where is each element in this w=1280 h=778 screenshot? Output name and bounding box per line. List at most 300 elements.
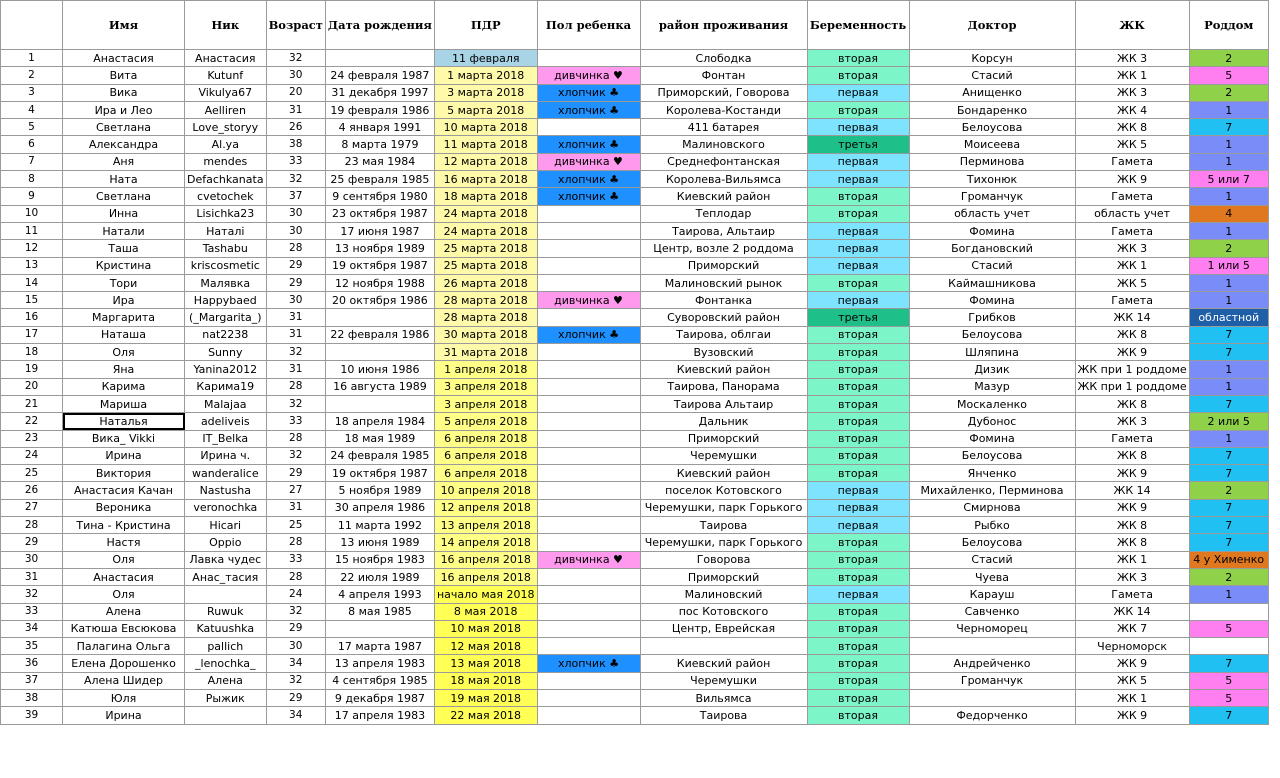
cell-clinic[interactable]: ЖК 7 [1075,620,1189,637]
cell-due-date[interactable]: 30 марта 2018 [434,326,537,343]
cell-nick[interactable]: Hicari [185,517,267,534]
cell-name[interactable]: Алена [63,603,185,620]
cell-doctor[interactable]: Бондаренко [909,101,1075,118]
cell-doctor[interactable]: Белоусова [909,447,1075,464]
cell-district[interactable]: Киевский район [640,188,807,205]
cell-name[interactable]: Яна [63,361,185,378]
cell-clinic[interactable]: ЖК 8 [1075,119,1189,136]
cell-district[interactable]: Приморский [640,430,807,447]
cell-name[interactable]: Тори [63,274,185,291]
cell-birth-date[interactable]: 17 апреля 1983 [325,707,434,724]
cell-birth-date[interactable] [325,620,434,637]
cell-baby-sex[interactable]: дивчинка ♥ [537,292,640,309]
cell-age[interactable]: 30 [266,292,325,309]
cell-due-date[interactable]: 25 марта 2018 [434,240,537,257]
cell-age[interactable]: 29 [266,620,325,637]
cell-name[interactable]: Анастасия [63,50,185,67]
cell-clinic[interactable]: ЖК 9 [1075,707,1189,724]
cell-nick[interactable]: nat2238 [185,326,267,343]
cell-district[interactable]: Центр, Еврейская [640,620,807,637]
cell-district[interactable]: Таирова [640,707,807,724]
cell-nick[interactable]: Ruwuk [185,603,267,620]
cell-maternity-hospital[interactable]: 1 [1189,136,1268,153]
cell-nick[interactable]: Happybaed [185,292,267,309]
cell-age[interactable]: 31 [266,326,325,343]
cell-due-date[interactable]: начало мая 2018 [434,586,537,603]
cell-district[interactable]: Малиновский [640,586,807,603]
cell-index[interactable]: 24 [1,447,63,464]
cell-birth-date[interactable]: 16 августа 1989 [325,378,434,395]
cell-name[interactable]: Вероника [63,499,185,516]
cell-due-date[interactable]: 12 апреля 2018 [434,499,537,516]
cell-maternity-hospital[interactable]: 2 [1189,240,1268,257]
cell-age[interactable]: 28 [266,240,325,257]
cell-age[interactable]: 32 [266,603,325,620]
cell-nick[interactable]: Наталі [185,222,267,239]
cell-baby-sex[interactable]: хлопчик ♣ [537,84,640,101]
cell-pregnancy[interactable]: вторая [807,101,909,118]
cell-name[interactable]: Ирина [63,447,185,464]
cell-name[interactable]: Ира [63,292,185,309]
cell-due-date[interactable]: 11 февраля [434,50,537,67]
cell-district[interactable]: Фонтан [640,67,807,84]
cell-nick[interactable]: Алена [185,672,267,689]
cell-pregnancy[interactable]: первая [807,482,909,499]
cell-birth-date[interactable]: 19 октября 1987 [325,465,434,482]
cell-clinic[interactable]: Гамета [1075,430,1189,447]
cell-doctor[interactable]: Громанчук [909,672,1075,689]
cell-district[interactable]: Приморский, Говорова [640,84,807,101]
cell-age[interactable]: 32 [266,171,325,188]
cell-due-date[interactable]: 6 апреля 2018 [434,447,537,464]
cell-baby-sex[interactable] [537,447,640,464]
cell-index[interactable]: 29 [1,534,63,551]
cell-doctor[interactable]: Каймашникова [909,274,1075,291]
cell-nick[interactable]: Рыжик [185,689,267,706]
cell-nick[interactable]: Карима19 [185,378,267,395]
cell-nick[interactable]: mendes [185,153,267,170]
cell-age[interactable]: 31 [266,101,325,118]
cell-clinic[interactable]: ЖК 8 [1075,517,1189,534]
cell-pregnancy[interactable]: вторая [807,534,909,551]
cell-age[interactable]: 20 [266,84,325,101]
cell-due-date[interactable]: 24 марта 2018 [434,205,537,222]
cell-name[interactable]: Инна [63,205,185,222]
cell-name[interactable]: Анастасия Качан [63,482,185,499]
cell-index[interactable]: 4 [1,101,63,118]
cell-pregnancy[interactable]: третья [807,309,909,326]
header-cell-district[interactable]: район проживания [640,1,807,50]
cell-name[interactable]: Маргарита [63,309,185,326]
cell-pregnancy[interactable]: вторая [807,568,909,585]
cell-birth-date[interactable]: 9 сентября 1980 [325,188,434,205]
cell-due-date[interactable]: 11 марта 2018 [434,136,537,153]
cell-index[interactable]: 26 [1,482,63,499]
cell-clinic[interactable]: ЖК 1 [1075,551,1189,568]
cell-district[interactable]: Киевский район [640,655,807,672]
cell-name[interactable]: Палагина Ольга [63,638,185,655]
cell-baby-sex[interactable] [537,586,640,603]
cell-nick[interactable]: Vikulya67 [185,84,267,101]
cell-name[interactable]: Наталья [63,413,185,430]
cell-name[interactable]: Александра [63,136,185,153]
cell-doctor[interactable]: Чуева [909,568,1075,585]
cell-clinic[interactable]: область учет [1075,205,1189,222]
cell-clinic[interactable]: ЖК 14 [1075,309,1189,326]
cell-baby-sex[interactable] [537,413,640,430]
cell-name[interactable]: Натали [63,222,185,239]
cell-birth-date[interactable]: 17 марта 1987 [325,638,434,655]
cell-baby-sex[interactable] [537,638,640,655]
cell-birth-date[interactable] [325,395,434,412]
cell-nick[interactable]: Sunny [185,344,267,361]
cell-baby-sex[interactable]: дивчинка ♥ [537,153,640,170]
cell-nick[interactable]: Yanina2012 [185,361,267,378]
cell-clinic[interactable]: ЖК 1 [1075,689,1189,706]
cell-district[interactable]: Королева-Вильямса [640,171,807,188]
cell-maternity-hospital[interactable]: 2 или 5 [1189,413,1268,430]
cell-nick[interactable]: Lisichka23 [185,205,267,222]
cell-maternity-hospital[interactable]: 2 [1189,84,1268,101]
cell-birth-date[interactable]: 9 декабря 1987 [325,689,434,706]
cell-name[interactable]: Оля [63,344,185,361]
cell-doctor[interactable]: Перминова [909,153,1075,170]
cell-name[interactable]: Елена Дорошенко [63,655,185,672]
cell-clinic[interactable]: ЖК 1 [1075,257,1189,274]
cell-doctor[interactable] [909,689,1075,706]
cell-due-date[interactable]: 10 марта 2018 [434,119,537,136]
cell-birth-date[interactable]: 31 декабря 1997 [325,84,434,101]
cell-clinic[interactable]: ЖК 1 [1075,67,1189,84]
cell-index[interactable]: 18 [1,344,63,361]
cell-birth-date[interactable]: 24 февраля 1987 [325,67,434,84]
cell-age[interactable]: 32 [266,672,325,689]
cell-nick[interactable]: adeliveis [185,413,267,430]
cell-doctor[interactable]: Федорченко [909,707,1075,724]
cell-clinic[interactable]: ЖК 5 [1075,136,1189,153]
cell-district[interactable]: Дальник [640,413,807,430]
cell-birth-date[interactable]: 13 апреля 1983 [325,655,434,672]
cell-clinic[interactable]: ЖК 9 [1075,465,1189,482]
cell-nick[interactable] [185,707,267,724]
cell-birth-date[interactable]: 4 сентября 1985 [325,672,434,689]
cell-index[interactable]: 33 [1,603,63,620]
cell-district[interactable]: Таирова [640,517,807,534]
cell-name[interactable]: Настя [63,534,185,551]
cell-nick[interactable]: Aelliren [185,101,267,118]
cell-maternity-hospital[interactable]: 7 [1189,517,1268,534]
cell-age[interactable]: 25 [266,517,325,534]
cell-doctor[interactable]: Тихонюк [909,171,1075,188]
cell-clinic[interactable]: ЖК 9 [1075,655,1189,672]
cell-index[interactable]: 31 [1,568,63,585]
cell-age[interactable]: 30 [266,205,325,222]
cell-maternity-hospital[interactable]: 2 [1189,482,1268,499]
cell-clinic[interactable]: Гамета [1075,188,1189,205]
cell-age[interactable]: 33 [266,551,325,568]
cell-name[interactable]: Ира и Лео [63,101,185,118]
header-cell-name[interactable]: Имя [63,1,185,50]
cell-due-date[interactable]: 13 апреля 2018 [434,517,537,534]
cell-district[interactable]: Таирова Альтаир [640,395,807,412]
cell-index[interactable]: 21 [1,395,63,412]
cell-maternity-hospital[interactable]: 2 [1189,568,1268,585]
cell-nick[interactable] [185,586,267,603]
cell-due-date[interactable]: 5 апреля 2018 [434,413,537,430]
cell-name[interactable]: Вика_ Vikki [63,430,185,447]
cell-due-date[interactable]: 1 апреля 2018 [434,361,537,378]
cell-due-date[interactable]: 3 марта 2018 [434,84,537,101]
cell-name[interactable]: Карима [63,378,185,395]
cell-pregnancy[interactable]: третья [807,136,909,153]
cell-age[interactable]: 28 [266,378,325,395]
cell-index[interactable]: 39 [1,707,63,724]
cell-due-date[interactable]: 3 апреля 2018 [434,378,537,395]
cell-age[interactable]: 32 [266,50,325,67]
cell-clinic[interactable]: Гамета [1075,586,1189,603]
cell-pregnancy[interactable]: первая [807,292,909,309]
cell-maternity-hospital[interactable]: 7 [1189,534,1268,551]
cell-clinic[interactable]: ЖК 5 [1075,672,1189,689]
cell-district[interactable]: Вильямса [640,689,807,706]
cell-name[interactable]: Анастасия [63,568,185,585]
cell-age[interactable]: 38 [266,136,325,153]
cell-doctor[interactable]: Фомина [909,292,1075,309]
cell-clinic[interactable]: ЖК 3 [1075,413,1189,430]
cell-age[interactable]: 33 [266,153,325,170]
cell-maternity-hospital[interactable]: 1 [1189,378,1268,395]
cell-birth-date[interactable]: 22 июля 1989 [325,568,434,585]
cell-maternity-hospital[interactable]: 1 [1189,101,1268,118]
cell-pregnancy[interactable]: вторая [807,447,909,464]
cell-doctor[interactable]: Стасий [909,67,1075,84]
cell-district[interactable]: Черемушки, парк Горького [640,534,807,551]
cell-baby-sex[interactable]: хлопчик ♣ [537,655,640,672]
cell-maternity-hospital[interactable]: 2 [1189,50,1268,67]
cell-age[interactable]: 29 [266,689,325,706]
cell-maternity-hospital[interactable]: 1 [1189,188,1268,205]
cell-doctor[interactable] [909,638,1075,655]
cell-district[interactable]: Таирова, облгаи [640,326,807,343]
cell-due-date[interactable]: 26 марта 2018 [434,274,537,291]
cell-nick[interactable]: veronochka [185,499,267,516]
cell-index[interactable]: 12 [1,240,63,257]
cell-maternity-hospital[interactable]: 1 [1189,153,1268,170]
cell-index[interactable]: 25 [1,465,63,482]
cell-district[interactable]: Таирова, Панорама [640,378,807,395]
cell-pregnancy[interactable]: вторая [807,344,909,361]
cell-baby-sex[interactable]: хлопчик ♣ [537,136,640,153]
cell-name[interactable]: Кристина [63,257,185,274]
cell-district[interactable]: Черемушки, парк Горького [640,499,807,516]
cell-age[interactable]: 28 [266,534,325,551]
cell-maternity-hospital[interactable]: 7 [1189,119,1268,136]
cell-maternity-hospital[interactable]: 7 [1189,326,1268,343]
cell-name[interactable]: Вита [63,67,185,84]
cell-name[interactable]: Светлана [63,119,185,136]
cell-clinic[interactable]: ЖК 8 [1075,326,1189,343]
cell-birth-date[interactable]: 15 ноября 1983 [325,551,434,568]
cell-age[interactable]: 30 [266,222,325,239]
cell-index[interactable]: 8 [1,171,63,188]
cell-district[interactable]: Теплодар [640,205,807,222]
cell-baby-sex[interactable] [537,672,640,689]
cell-nick[interactable]: Tashabu [185,240,267,257]
cell-age[interactable]: 28 [266,430,325,447]
cell-birth-date[interactable]: 8 мая 1985 [325,603,434,620]
cell-birth-date[interactable]: 5 ноября 1989 [325,482,434,499]
cell-clinic[interactable]: ЖК 14 [1075,482,1189,499]
cell-baby-sex[interactable]: хлопчик ♣ [537,171,640,188]
cell-name[interactable]: Аня [63,153,185,170]
cell-clinic[interactable]: ЖК 5 [1075,274,1189,291]
cell-birth-date[interactable] [325,344,434,361]
cell-name[interactable]: Мариша [63,395,185,412]
cell-doctor[interactable]: Рыбко [909,517,1075,534]
cell-name[interactable]: Катюша Евсюкова [63,620,185,637]
cell-baby-sex[interactable] [537,344,640,361]
cell-age[interactable]: 32 [266,395,325,412]
cell-baby-sex[interactable] [537,240,640,257]
cell-district[interactable]: Центр, возле 2 роддома [640,240,807,257]
cell-doctor[interactable]: Смирнова [909,499,1075,516]
cell-name[interactable]: Оля [63,586,185,603]
cell-district[interactable]: Приморский [640,257,807,274]
cell-age[interactable]: 27 [266,482,325,499]
cell-baby-sex[interactable] [537,50,640,67]
cell-due-date[interactable]: 28 марта 2018 [434,292,537,309]
cell-due-date[interactable]: 6 апреля 2018 [434,465,537,482]
cell-due-date[interactable]: 28 марта 2018 [434,309,537,326]
cell-nick[interactable]: Al.ya [185,136,267,153]
cell-baby-sex[interactable] [537,517,640,534]
cell-district[interactable]: Черемушки [640,447,807,464]
cell-pregnancy[interactable]: вторая [807,620,909,637]
cell-pregnancy[interactable]: вторая [807,274,909,291]
cell-nick[interactable]: IT_Belka [185,430,267,447]
cell-doctor[interactable]: Москаленко [909,395,1075,412]
cell-maternity-hospital[interactable]: 1 [1189,430,1268,447]
cell-clinic[interactable]: ЖК 9 [1075,171,1189,188]
cell-due-date[interactable]: 24 марта 2018 [434,222,537,239]
cell-index[interactable]: 20 [1,378,63,395]
cell-baby-sex[interactable]: хлопчик ♣ [537,101,640,118]
cell-maternity-hospital[interactable]: 7 [1189,655,1268,672]
cell-district[interactable]: Черемушки [640,672,807,689]
cell-nick[interactable]: wanderalice [185,465,267,482]
cell-due-date[interactable]: 3 апреля 2018 [434,395,537,412]
cell-maternity-hospital[interactable]: 5 [1189,67,1268,84]
cell-maternity-hospital[interactable]: 1 [1189,292,1268,309]
cell-doctor[interactable]: Стасий [909,551,1075,568]
cell-maternity-hospital[interactable]: 7 [1189,499,1268,516]
cell-nick[interactable]: Лавка чудес [185,551,267,568]
cell-index[interactable]: 1 [1,50,63,67]
cell-pregnancy[interactable]: вторая [807,67,909,84]
cell-age[interactable]: 33 [266,413,325,430]
cell-maternity-hospital[interactable]: 5 или 7 [1189,171,1268,188]
cell-nick[interactable]: Defachkanata [185,171,267,188]
cell-age[interactable]: 31 [266,361,325,378]
cell-age[interactable]: 29 [266,257,325,274]
cell-birth-date[interactable]: 19 февраля 1986 [325,101,434,118]
cell-age[interactable]: 32 [266,447,325,464]
cell-clinic[interactable]: ЖК при 1 роддоме [1075,361,1189,378]
cell-birth-date[interactable]: 8 марта 1979 [325,136,434,153]
cell-baby-sex[interactable]: дивчинка ♥ [537,551,640,568]
cell-birth-date[interactable]: 10 июня 1986 [325,361,434,378]
cell-nick[interactable]: Kutunf [185,67,267,84]
cell-doctor[interactable]: Богдановский [909,240,1075,257]
cell-age[interactable]: 29 [266,274,325,291]
cell-doctor[interactable]: Фомина [909,430,1075,447]
cell-clinic[interactable]: ЖК 3 [1075,568,1189,585]
cell-due-date[interactable]: 13 мая 2018 [434,655,537,672]
cell-pregnancy[interactable]: первая [807,586,909,603]
cell-district[interactable]: Слободка [640,50,807,67]
cell-nick[interactable]: kriscosmetic [185,257,267,274]
cell-maternity-hospital[interactable]: 4 у Хименко [1189,551,1268,568]
cell-doctor[interactable]: Шляпина [909,344,1075,361]
cell-baby-sex[interactable] [537,205,640,222]
cell-doctor[interactable]: Громанчук [909,188,1075,205]
cell-clinic[interactable]: Гамета [1075,292,1189,309]
cell-pregnancy[interactable]: вторая [807,689,909,706]
cell-index[interactable]: 10 [1,205,63,222]
cell-maternity-hospital[interactable]: 5 [1189,672,1268,689]
cell-maternity-hospital[interactable]: 1 [1189,586,1268,603]
cell-age[interactable]: 28 [266,568,325,585]
cell-index[interactable]: 27 [1,499,63,516]
cell-maternity-hospital[interactable]: 5 [1189,689,1268,706]
cell-district[interactable]: Приморский [640,568,807,585]
cell-clinic[interactable]: ЖК 4 [1075,101,1189,118]
cell-birth-date[interactable]: 18 апреля 1984 [325,413,434,430]
header-cell-due-date[interactable]: ПДР [434,1,537,50]
cell-due-date[interactable]: 10 апреля 2018 [434,482,537,499]
cell-maternity-hospital[interactable] [1189,638,1268,655]
cell-maternity-hospital[interactable]: 7 [1189,395,1268,412]
cell-index[interactable]: 38 [1,689,63,706]
cell-doctor[interactable]: Корсун [909,50,1075,67]
cell-district[interactable]: Фонтанка [640,292,807,309]
cell-due-date[interactable]: 16 апреля 2018 [434,568,537,585]
cell-name[interactable]: Вика [63,84,185,101]
cell-index[interactable]: 7 [1,153,63,170]
cell-district[interactable]: Говорова [640,551,807,568]
cell-index[interactable]: 37 [1,672,63,689]
cell-nick[interactable]: pallich [185,638,267,655]
cell-doctor[interactable]: Белоусова [909,326,1075,343]
cell-baby-sex[interactable] [537,707,640,724]
cell-name[interactable]: Оля [63,551,185,568]
cell-due-date[interactable]: 22 мая 2018 [434,707,537,724]
cell-due-date[interactable]: 18 мая 2018 [434,672,537,689]
cell-pregnancy[interactable]: вторая [807,430,909,447]
cell-pregnancy[interactable]: вторая [807,551,909,568]
cell-pregnancy[interactable]: вторая [807,205,909,222]
cell-nick[interactable]: Love_storyy [185,119,267,136]
cell-index[interactable]: 3 [1,84,63,101]
cell-due-date[interactable]: 8 мая 2018 [434,603,537,620]
cell-maternity-hospital[interactable]: 7 [1189,707,1268,724]
cell-pregnancy[interactable]: первая [807,119,909,136]
cell-nick[interactable]: Malajaa [185,395,267,412]
cell-baby-sex[interactable] [537,361,640,378]
cell-pregnancy[interactable]: первая [807,171,909,188]
cell-pregnancy[interactable]: вторая [807,413,909,430]
cell-birth-date[interactable]: 17 июня 1987 [325,222,434,239]
